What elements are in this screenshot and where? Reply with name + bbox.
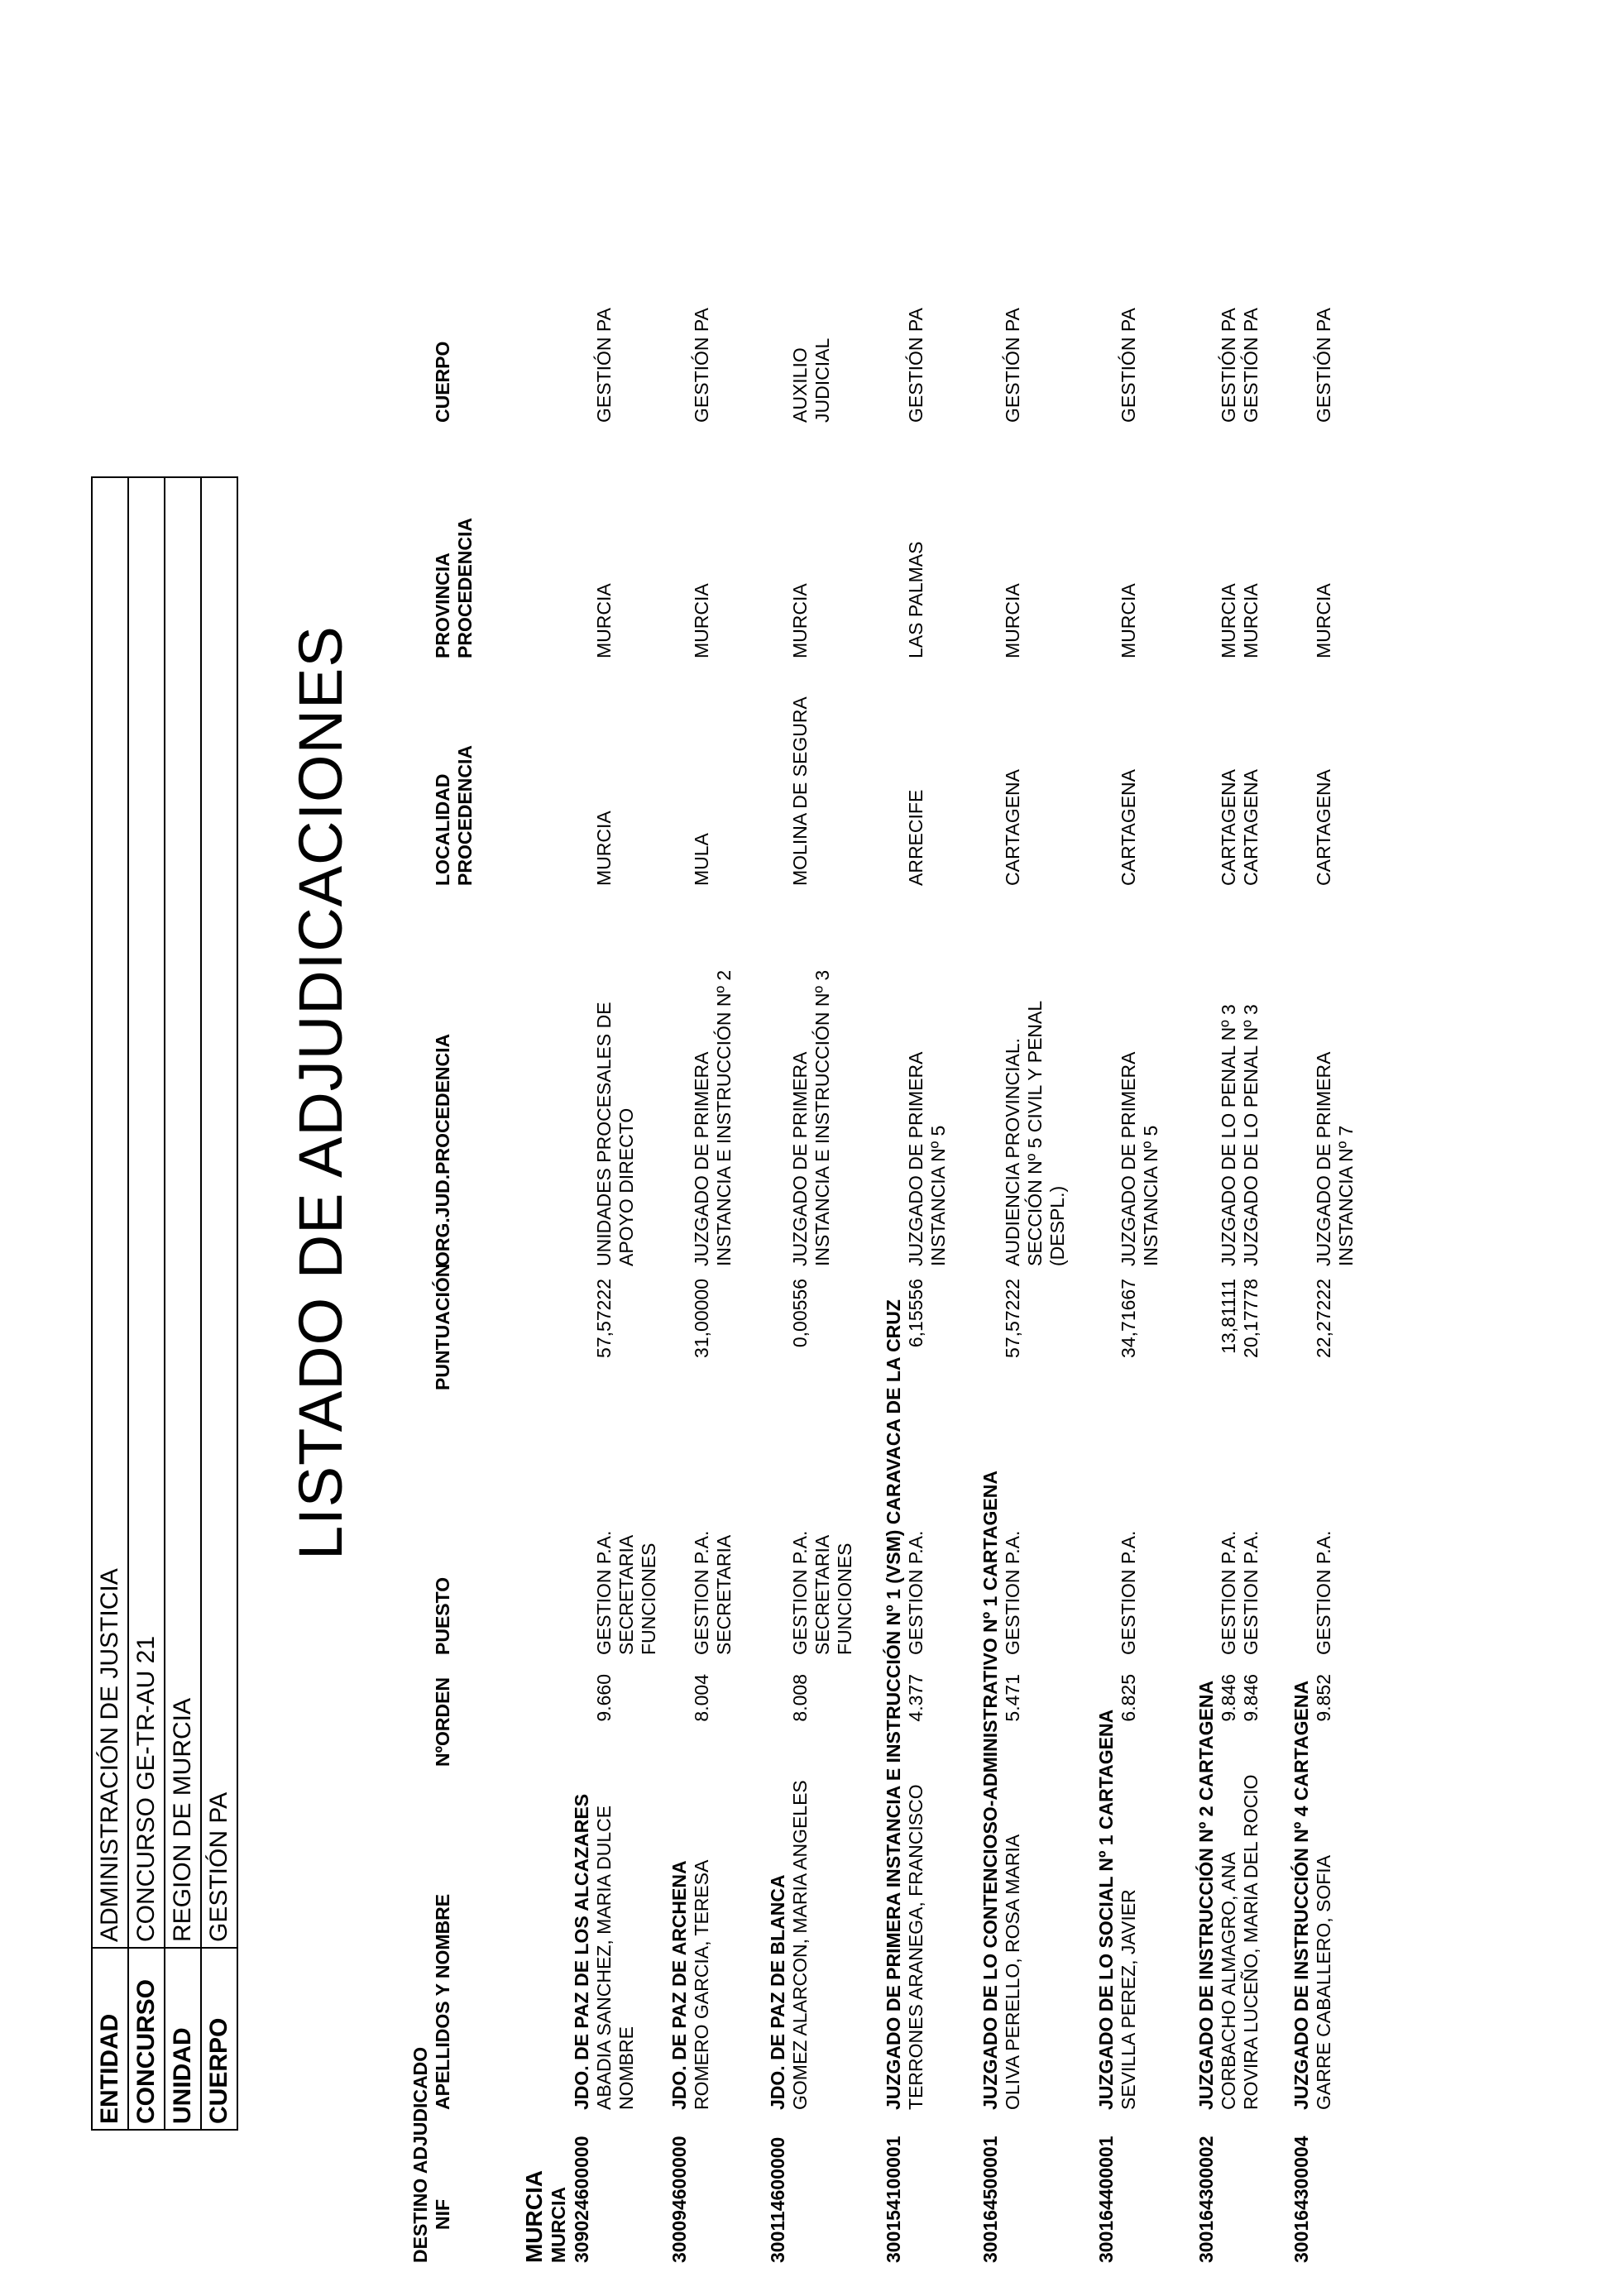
cuerpo-value: GESTIÓN PA: [691, 308, 712, 423]
group-name: JUZGADO DE LO SOCIAL Nº 1 CARTAGENA: [1095, 1709, 1117, 2110]
orden-value: 8.004: [691, 1674, 712, 1722]
info-value: CONCURSO GE-TR-AU 21: [128, 477, 165, 1948]
header-name: APELLIDOS Y NOMBRE: [432, 1893, 453, 2110]
localidad-value: CARTAGENA: [1240, 768, 1262, 886]
localidad-value: ARRECIFE: [905, 789, 926, 886]
orden-value: 8.008: [789, 1674, 811, 1722]
header-localidad: LOCALIDAD: [432, 773, 453, 886]
org-procedencia-line: INSTANCIA Nº 5: [927, 1125, 949, 1266]
puesto-value: GESTION P.A.: [1313, 1530, 1334, 1655]
person-name: GOMEZ ALARCON, MARIA ANGELES: [789, 1780, 811, 2110]
info-row: [165, 477, 201, 2130]
person-name: CORBACHO ALMAGRO, ANA: [1218, 1852, 1239, 2110]
orden-value: 5.471: [1002, 1674, 1023, 1722]
org-procedencia-line: INSTANCIA E INSTRUCCIÓN Nº 3: [812, 969, 833, 1266]
person-name: ABADIA SANCHEZ, MARIA DULCE: [593, 1805, 615, 2110]
orden-value: 6.825: [1118, 1674, 1139, 1722]
cuerpo-value: GESTIÓN PA: [1313, 308, 1334, 423]
document-title: LISTADO DE ADJUDICACIONES: [286, 625, 355, 1560]
person-name: ROVIRA LUCEÑO, MARIA DEL ROCIO: [1240, 1774, 1262, 2110]
group-name: JUZGADO DE LO CONTENCIOSO-ADMINISTRATIVO Nº 1 CARTAGENA: [979, 1471, 1001, 2110]
group-name: JUZGADO DE INSTRUCCIÓN Nº 2 CARTAGENA: [1195, 1680, 1217, 2110]
info-label: CONCURSO: [128, 1948, 165, 2130]
localidad-value: CARTAGENA: [1002, 768, 1023, 886]
info-row: [128, 477, 165, 2130]
info-table: [91, 476, 238, 2131]
puesto-value: GESTION P.A.: [1002, 1530, 1023, 1655]
header-cuerpo: CUERPO: [432, 341, 453, 423]
org-procedencia: JUZGADO DE LO PENAL Nº 3: [1240, 1004, 1262, 1266]
orden-value: 4.377: [905, 1674, 926, 1722]
puesto-value: GESTION P.A.: [593, 1530, 615, 1655]
org-procedencia: JUZGADO DE PRIMERA: [789, 1051, 811, 1266]
provincia-value: MURCIA: [593, 583, 615, 658]
orden-value: 9.846: [1218, 1674, 1239, 1722]
group-code: 300164300002: [1195, 2136, 1217, 2263]
org-procedencia-line: INSTANCIA E INSTRUCCIÓN Nº 2: [713, 969, 735, 1266]
person-name: OLIVA PERELLO, ROSA MARIA: [1002, 1834, 1023, 2110]
header-orden: NºORDEN: [432, 1677, 453, 1767]
cuerpo-value-line: JUDICIAL: [812, 337, 833, 423]
group-code: 300164300004: [1290, 2136, 1312, 2263]
org-procedencia-line: SECCIÓN Nº 5 CIVIL Y PENAL: [1024, 1000, 1046, 1266]
group-name: JUZGADO DE PRIMERA INSTANCIA E INSTRUCCIÓN Nº 1 (VSM) CARAVACA DE LA CRUZ: [883, 1299, 904, 2110]
cuerpo-value: GESTIÓN PA: [1240, 308, 1262, 423]
puesto-value: GESTION P.A.: [905, 1530, 926, 1655]
org-procedencia-line: INSTANCIA Nº 5: [1140, 1125, 1161, 1266]
puntuacion-value: 6,15556: [905, 1279, 926, 1348]
puntuacion-value: 20,17778: [1240, 1279, 1262, 1358]
org-procedencia: JUZGADO DE PRIMERA: [1313, 1051, 1334, 1266]
provincia-value: LAS PALMAS: [905, 541, 926, 658]
group-name: JDO. DE PAZ DE ARCHENA: [668, 1860, 690, 2110]
group-code: 300154100001: [883, 2136, 904, 2263]
group-code: 300114600000: [767, 2136, 788, 2263]
cuerpo-value: AUXILIO: [789, 347, 811, 423]
org-procedencia: JUZGADO DE PRIMERA: [905, 1051, 926, 1266]
puesto-value: GESTION P.A.: [691, 1530, 712, 1655]
puntuacion-value: 22,27222: [1313, 1279, 1334, 1358]
puesto-value-line: SECRETARIA: [812, 1534, 833, 1655]
group-code: 309024600000: [571, 2136, 592, 2263]
org-procedencia: JUZGADO DE PRIMERA: [691, 1051, 712, 1266]
puntuacion-value: 34,71667: [1118, 1279, 1139, 1358]
info-value: ADMINISTRACIÓN DE JUSTICIA: [92, 477, 128, 1948]
person-name-line: NOMBRE: [615, 2026, 637, 2110]
info-label: ENTIDAD: [92, 1948, 128, 2130]
provincia-value: MURCIA: [789, 583, 811, 658]
puesto-value-line: FUNCIONES: [834, 1543, 855, 1655]
cuerpo-value: GESTIÓN PA: [1118, 308, 1139, 423]
cuerpo-value: GESTIÓN PA: [1002, 308, 1023, 423]
provincia-value: MURCIA: [691, 583, 712, 658]
group-name: JUZGADO DE INSTRUCCIÓN Nº 4 CARTAGENA: [1290, 1680, 1312, 2110]
org-procedencia: JUZGADO DE PRIMERA: [1118, 1051, 1139, 1266]
puesto-value: GESTION P.A.: [1218, 1530, 1239, 1655]
info-row: [92, 477, 128, 2130]
org-procedencia-line: APOYO DIRECTO: [615, 1107, 637, 1266]
header-destino: DESTINO ADJUDICADO: [409, 2046, 431, 2263]
org-procedencia: JUZGADO DE LO PENAL Nº 3: [1218, 1004, 1239, 1266]
localidad-value: CARTAGENA: [1118, 768, 1139, 886]
localidad-value: MOLINA DE SEGURA: [789, 696, 811, 886]
info-label: CUERPO: [201, 1948, 237, 2130]
header-provincia: PROVINCIA: [432, 552, 453, 658]
org-procedencia: AUDIENCIA PROVINCIAL.: [1002, 1037, 1023, 1266]
header-provincia-2: PROCEDENCIA: [454, 518, 476, 658]
orden-value: 9.846: [1240, 1674, 1262, 1722]
group-code: 300094600000: [668, 2136, 690, 2263]
cuerpo-value: GESTIÓN PA: [1218, 308, 1239, 423]
group-code: 300164500001: [979, 2136, 1001, 2263]
person-name: GARRE CABALLERO, SOFIA: [1313, 1854, 1334, 2110]
provincia-value: MURCIA: [1240, 583, 1262, 658]
cuerpo-value: GESTIÓN PA: [593, 308, 615, 423]
info-label: UNIDAD: [165, 1948, 201, 2130]
person-name: SEVILLA PEREZ, JAVIER: [1118, 1889, 1139, 2110]
person-name: TERRONES ARANEGA, FRANCISCO: [905, 1784, 926, 2110]
header-nif: NIF: [432, 2198, 453, 2230]
localidad-value: MULA: [691, 833, 712, 886]
region-heading: MURCIA: [521, 2170, 547, 2263]
localidad-value: CARTAGENA: [1218, 768, 1239, 886]
provincia-value: MURCIA: [1118, 583, 1139, 658]
header-puntuacion: PUNTUACIÓN: [432, 1263, 453, 1390]
localidad-value: CARTAGENA: [1313, 768, 1334, 886]
group-name: JDO. DE PAZ DE LOS ALCAZARES: [571, 1793, 592, 2110]
puesto-value-line: SECRETARIA: [713, 1534, 735, 1655]
provincia-value: MURCIA: [1313, 583, 1334, 658]
header-puesto: PUESTO: [432, 1576, 453, 1655]
person-name: ROMERO GARCIA, TERESA: [691, 1859, 712, 2110]
info-value: GESTIÓN PA: [201, 477, 237, 1948]
puesto-value: GESTION P.A.: [1240, 1530, 1262, 1655]
puntuacion-value: 0,00556: [789, 1279, 811, 1348]
org-procedencia-line: INSTANCIA Nº 7: [1335, 1125, 1357, 1266]
group-name: JDO. DE PAZ DE BLANCA: [767, 1874, 788, 2110]
localidad-value: MURCIA: [593, 811, 615, 886]
org-procedencia: UNIDADES PROCESALES DE: [593, 1002, 615, 1266]
puntuacion-value: 13,81111: [1218, 1279, 1239, 1354]
orden-value: 9.852: [1313, 1674, 1334, 1722]
puesto-value: GESTION P.A.: [789, 1530, 811, 1655]
provincia-value: MURCIA: [1002, 583, 1023, 658]
cuerpo-value: GESTIÓN PA: [905, 308, 926, 423]
subregion-heading: MURCIA: [548, 2187, 569, 2263]
info-row: [201, 477, 237, 2130]
puntuacion-value: 57,57222: [1002, 1279, 1023, 1358]
puesto-value-line: SECRETARIA: [615, 1534, 637, 1655]
group-code: 300164400001: [1095, 2136, 1117, 2263]
header-org: ORG.JUD.PROCEDENCIA: [432, 1033, 453, 1266]
puntuacion-value: 31,00000: [691, 1279, 712, 1358]
info-value: REGION DE MURCIA: [165, 477, 201, 1948]
header-localidad-2: PROCEDENCIA: [454, 745, 476, 886]
puesto-value: GESTION P.A.: [1118, 1530, 1139, 1655]
puntuacion-value: 57,57222: [593, 1279, 615, 1358]
provincia-value: MURCIA: [1218, 583, 1239, 658]
puesto-value-line: FUNCIONES: [638, 1543, 659, 1655]
orden-value: 9.660: [593, 1674, 615, 1722]
org-procedencia-line: (DESPL.): [1046, 1185, 1068, 1266]
